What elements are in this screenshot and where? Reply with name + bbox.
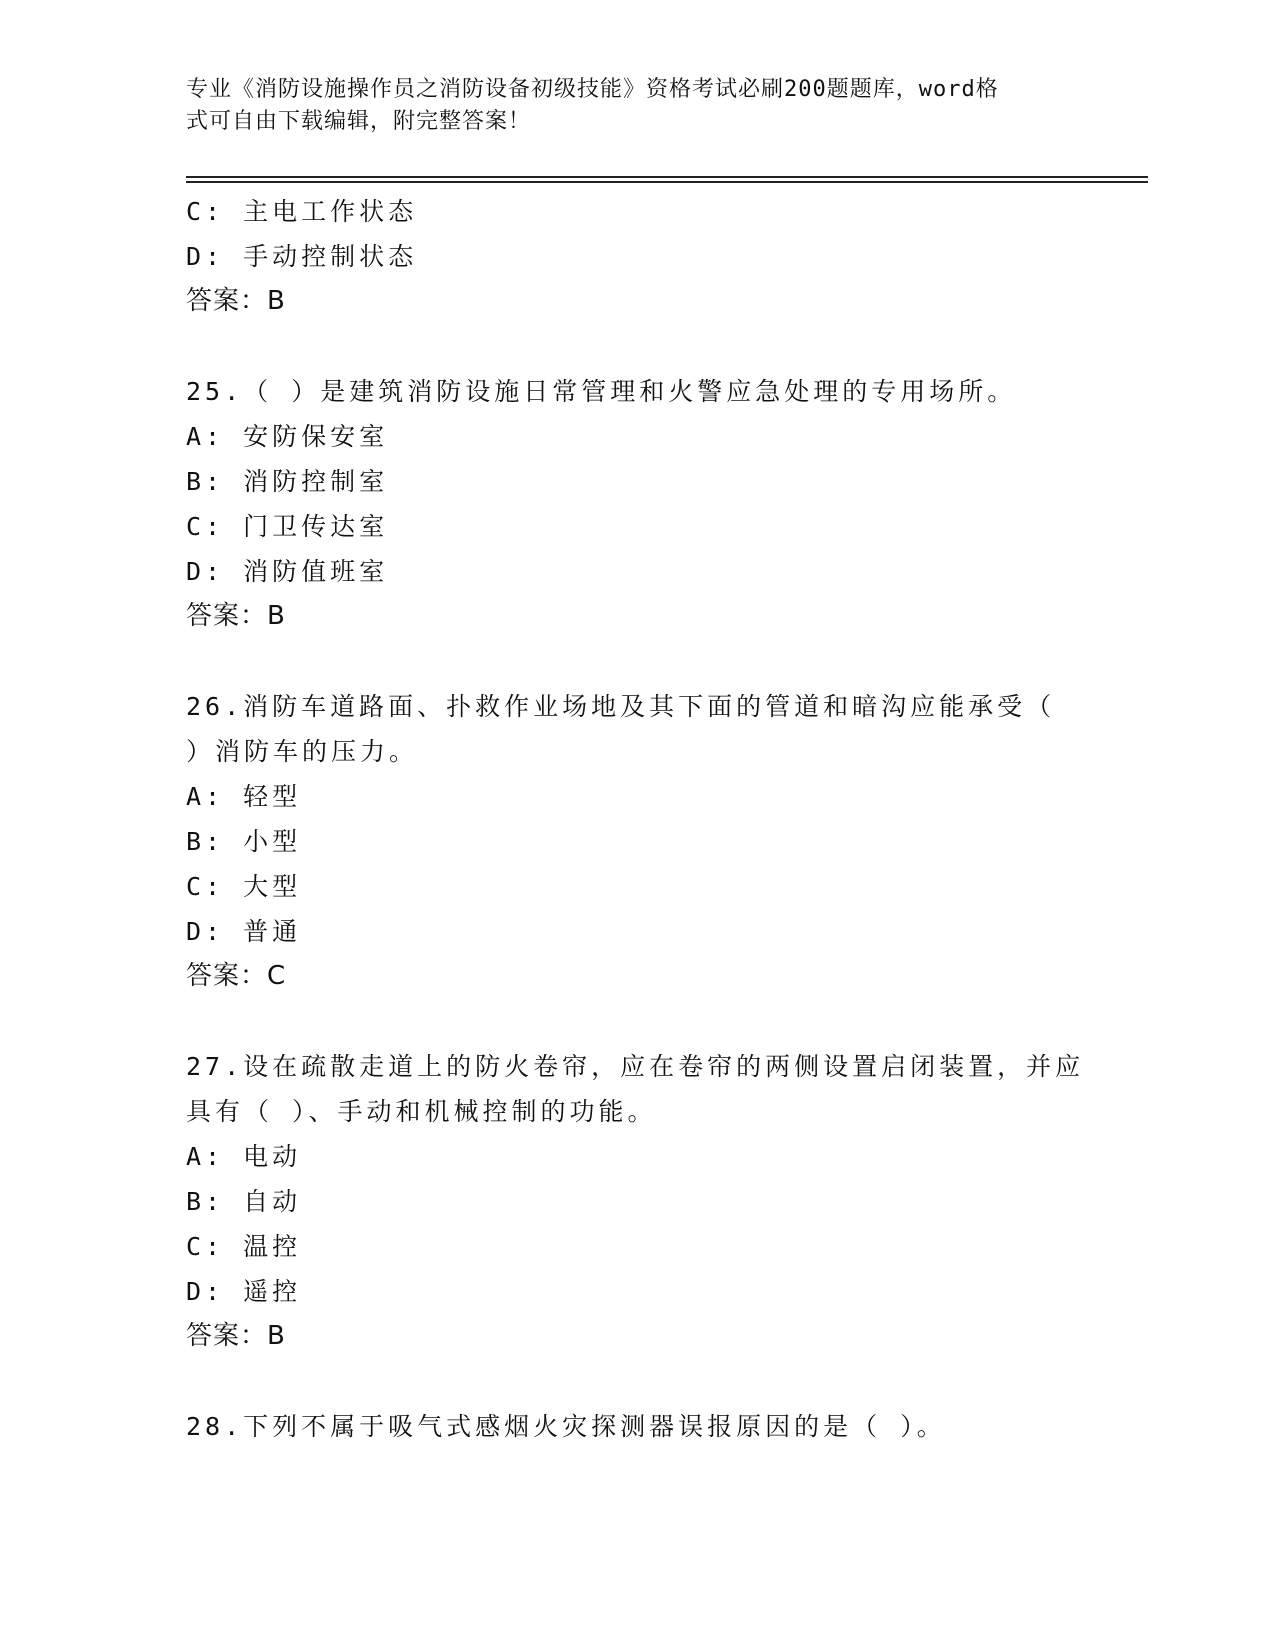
answer-line: 答案：B — [186, 601, 286, 631]
question-26 — [186, 684, 1086, 999]
option-b: B: 消防控制室 — [186, 467, 389, 496]
option-a: A: 轻型 — [186, 782, 302, 811]
header-line-1: 专业《消防设施操作员之消防设备初级技能》资格考试必刷200题题库，word格 — [186, 77, 999, 102]
option-d: D: 消防值班室 — [186, 557, 389, 586]
question-25 — [186, 369, 1086, 639]
question-stem: 27.设在疏散走道上的防火卷帘，应在卷帘的两侧设置启闭装置，并应 — [186, 1052, 1085, 1081]
question-stem: 25.（ ）是建筑消防设施日常管理和火警应急处理的专用场所。 — [186, 377, 1017, 406]
spacer — [186, 639, 1086, 684]
question-stem: 28.下列不属于吸气式感烟火灾探测器误报原因的是（ ）。 — [186, 1412, 946, 1441]
question-27 — [186, 1044, 1086, 1359]
spacer — [186, 324, 1086, 369]
question-continued — [186, 189, 1086, 324]
option-b: B: 自动 — [186, 1187, 302, 1216]
answer-line: 答案：C — [186, 961, 287, 991]
header-line-2: 式可自由下载编辑，附完整答案！ — [186, 109, 532, 134]
option-c: C: 温控 — [186, 1232, 302, 1261]
question-stem: 26.消防车道路面、扑救作业场地及其下面的管道和暗沟应能承受（ — [186, 692, 1056, 721]
option-d: D: 普通 — [186, 917, 302, 946]
option-a: A: 安防保安室 — [186, 422, 389, 451]
option-b: B: 小型 — [186, 827, 302, 856]
option-c: C: 门卫传达室 — [186, 512, 389, 541]
option-d: D: 手动控制状态 — [186, 242, 418, 271]
question-28 — [186, 1404, 1086, 1449]
option-c: C: 大型 — [186, 872, 302, 901]
header-divider-top — [186, 176, 1148, 178]
option-c: C: 主电工作状态 — [186, 197, 418, 226]
question-list — [186, 189, 1086, 1449]
option-a: A: 电动 — [186, 1142, 302, 1171]
option-d: D: 遥控 — [186, 1277, 302, 1306]
header-divider-bottom — [186, 181, 1148, 183]
answer-line: 答案：B — [186, 286, 286, 316]
document-header — [186, 74, 1066, 138]
question-stem-continued: 具有（ ）、手动和机械控制的功能。 — [186, 1097, 657, 1126]
spacer — [186, 1359, 1086, 1404]
spacer — [186, 999, 1086, 1044]
answer-line: 答案：B — [186, 1321, 286, 1351]
question-stem-continued: ）消防车的压力。 — [186, 737, 419, 766]
